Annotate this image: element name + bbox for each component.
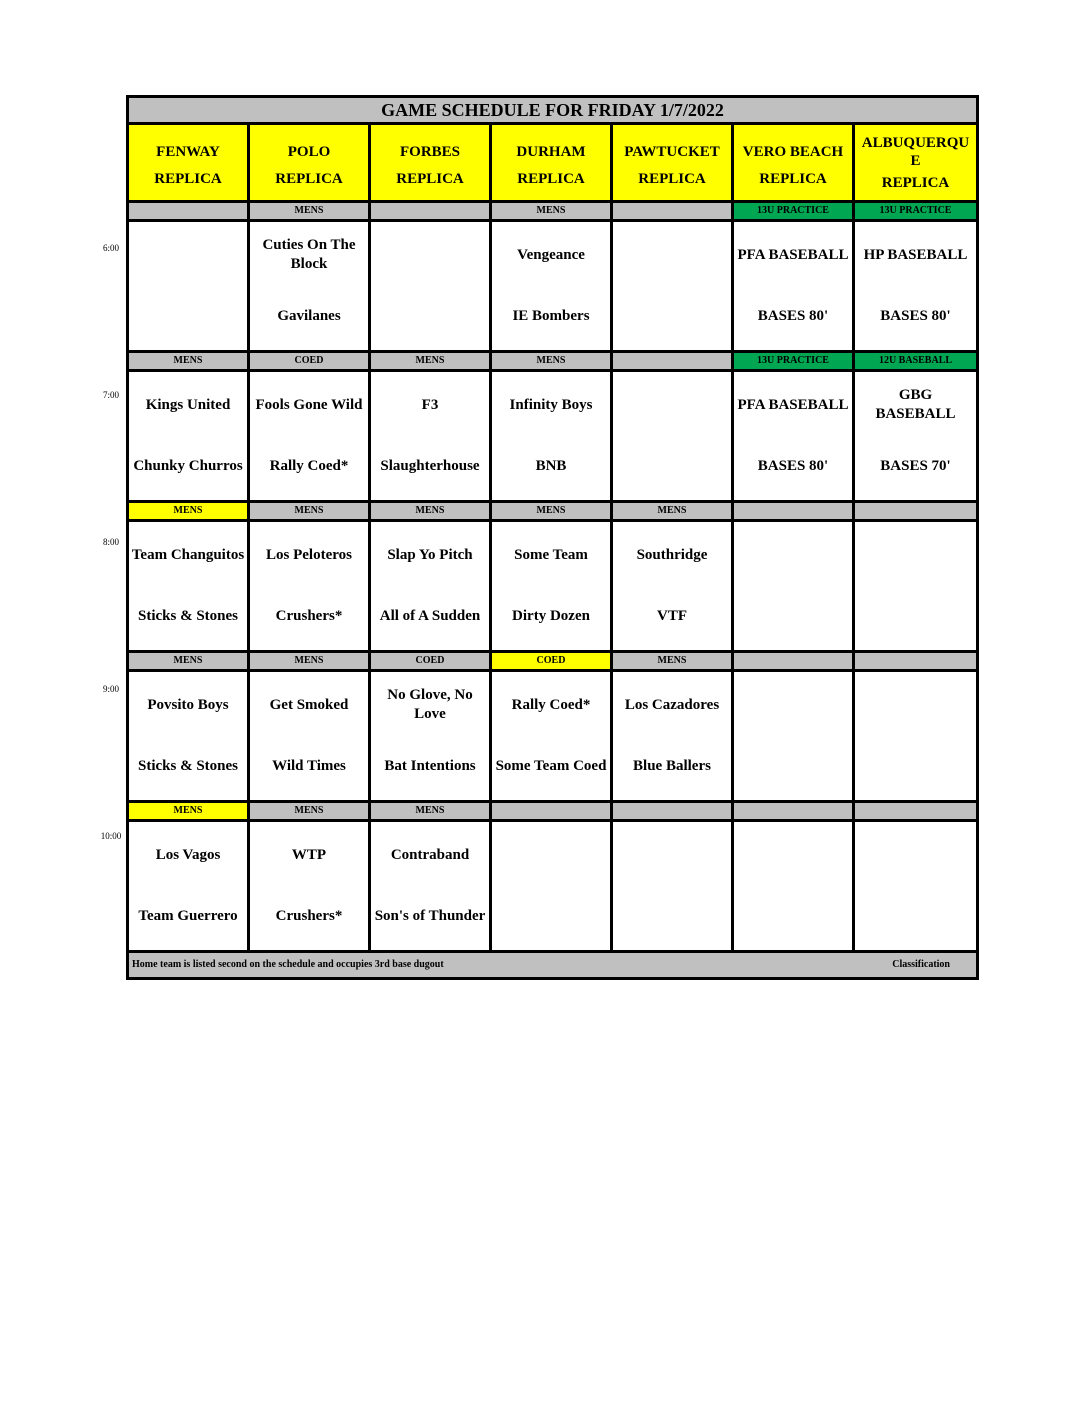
- home-team: Chunky Churros: [133, 458, 243, 474]
- away-team: PFA BASEBALL: [737, 246, 849, 263]
- home-team: BASES 80': [880, 308, 951, 324]
- game-cell: [492, 672, 613, 800]
- time-label: 7:00: [102, 390, 119, 400]
- away-team: No Glove, No Love: [387, 687, 473, 722]
- home-team-note: Home team is listed second on the schedule and occupies 3rd base dugout: [132, 959, 444, 970]
- away-team: Infinity Boys: [509, 396, 593, 413]
- game-cell: [371, 672, 492, 800]
- game-cell: [250, 222, 371, 350]
- classification-cell: [613, 203, 734, 219]
- away-team: HP BASEBALL: [863, 246, 968, 263]
- home-team: Son's of Thunder: [374, 908, 486, 924]
- time-label: 10:00: [100, 831, 122, 841]
- game-cell: [371, 522, 492, 650]
- away-team: [734, 685, 852, 725]
- game-cell: [371, 372, 492, 500]
- home-team: Slaughterhouse: [380, 458, 480, 474]
- away-team: Fools Gone Wild: [255, 396, 363, 413]
- classification-cell: 12U BASEBALL: [855, 353, 976, 369]
- away-team: [855, 535, 976, 575]
- game-cell: [492, 222, 613, 350]
- classification-cell: COED: [492, 653, 613, 669]
- classification-cell: MENS: [371, 503, 492, 519]
- classification-cell: [734, 503, 855, 519]
- time-label: 8:00: [102, 537, 119, 547]
- classification-cell: MENS: [129, 803, 250, 819]
- field-name: FENWAY: [156, 143, 220, 160]
- home-team: Sticks & Stones: [137, 758, 238, 774]
- home-team: Sticks & Stones: [137, 608, 238, 624]
- away-team: Southridge: [636, 546, 708, 563]
- field-type: REPLICA: [881, 174, 950, 191]
- game-cell: [371, 822, 492, 950]
- game-cell: [250, 522, 371, 650]
- game-row: [129, 222, 976, 353]
- away-team: [613, 235, 731, 275]
- field-header: [855, 125, 976, 200]
- classification-cell: [855, 653, 976, 669]
- home-team: IE Bombers: [512, 308, 590, 324]
- home-team: Bat Intentions: [384, 758, 476, 774]
- classification-cell: [492, 803, 613, 819]
- classification-cell: MENS: [371, 353, 492, 369]
- home-team: Rally Coed*: [269, 458, 349, 474]
- game-cell: [734, 672, 855, 800]
- home-team: Crushers*: [275, 908, 343, 924]
- game-cell: [855, 822, 976, 950]
- field-type: REPLICA: [396, 171, 464, 187]
- classification-cell: MENS: [613, 653, 734, 669]
- game-cell: [129, 822, 250, 950]
- home-team: All of A Sudden: [379, 608, 481, 624]
- home-team: BNB: [535, 458, 567, 474]
- game-cell: [855, 522, 976, 650]
- classification-cell: MENS: [492, 503, 613, 519]
- classification-cell: 13U PRACTICE: [734, 203, 855, 219]
- away-team: Los Vagos: [155, 846, 221, 863]
- home-team: BASES 80': [757, 458, 829, 474]
- game-row: [129, 822, 976, 953]
- classification-cell: COED: [371, 653, 492, 669]
- field-name: POLO: [287, 143, 331, 160]
- away-team: [613, 385, 731, 425]
- classification-cell: COED: [250, 353, 371, 369]
- home-team: BASES 80': [757, 308, 829, 324]
- away-team: Los Cazadores: [624, 696, 720, 713]
- field-header: [250, 125, 371, 200]
- away-team: Get Smoked: [269, 696, 349, 713]
- classification-cell: 13U PRACTICE: [734, 353, 855, 369]
- classification-cell: MENS: [371, 803, 492, 819]
- game-cell: [734, 522, 855, 650]
- away-team: [734, 835, 852, 875]
- away-team: Povsito Boys: [147, 696, 229, 713]
- classification-cell: [855, 803, 976, 819]
- field-type: REPLICA: [154, 171, 222, 187]
- field-header: [492, 125, 613, 200]
- game-cell: [613, 822, 734, 950]
- field-name: PAWTUCKET: [624, 143, 720, 160]
- home-team: Crushers*: [275, 608, 343, 624]
- home-team: Blue Ballers: [633, 758, 711, 774]
- classification-label: Classification: [892, 959, 950, 970]
- field-name: DURHAM: [516, 143, 586, 160]
- home-team: Dirty Dozen: [512, 608, 590, 624]
- away-team: Team Changuitos: [131, 546, 245, 563]
- classification-cell: [855, 503, 976, 519]
- classification-cell: 13U PRACTICE: [855, 203, 976, 219]
- time-label: 6:00: [102, 243, 119, 253]
- away-team: Slap Yo Pitch: [387, 546, 473, 563]
- game-cell: [371, 222, 492, 350]
- classification-cell: MENS: [250, 653, 371, 669]
- classification-cell: [613, 803, 734, 819]
- classification-row: [129, 353, 976, 372]
- game-row: [129, 372, 976, 503]
- away-team: Cuties On The Block: [262, 237, 356, 272]
- away-team: Some Team: [514, 546, 588, 563]
- classification-cell: MENS: [492, 353, 613, 369]
- game-row: [129, 672, 976, 803]
- classification-cell: MENS: [613, 503, 734, 519]
- classification-cell: [613, 353, 734, 369]
- away-team: [855, 835, 976, 875]
- away-team: [129, 235, 247, 275]
- field-name: FORBES: [399, 143, 460, 160]
- game-cell: [492, 822, 613, 950]
- game-cell: [613, 672, 734, 800]
- schedule-table: [126, 95, 979, 980]
- away-team: [613, 835, 731, 875]
- home-team: BASES 70': [880, 458, 951, 474]
- schedule-title: GAME SCHEDULE FOR FRIDAY 1/7/2022: [129, 98, 976, 125]
- game-cell: [129, 372, 250, 500]
- game-cell: [492, 522, 613, 650]
- game-cell: [734, 222, 855, 350]
- field-header: [613, 125, 734, 200]
- classification-cell: MENS: [129, 653, 250, 669]
- field-type: REPLICA: [275, 171, 343, 187]
- game-cell: [613, 522, 734, 650]
- away-team: GBG BASEBALL: [875, 387, 956, 422]
- game-cell: [250, 372, 371, 500]
- game-cell: [129, 672, 250, 800]
- field-header-row: [129, 125, 976, 203]
- game-cell: [855, 672, 976, 800]
- game-cell: [855, 372, 976, 500]
- classification-cell: [734, 803, 855, 819]
- away-team: Contraband: [390, 846, 470, 863]
- away-team: F3: [421, 396, 439, 413]
- field-header: [734, 125, 855, 200]
- game-cell: [250, 822, 371, 950]
- home-team: VTF: [657, 608, 687, 624]
- away-team: [734, 535, 852, 575]
- home-team: Wild Times: [272, 758, 346, 774]
- field-header: [371, 125, 492, 200]
- field-name: ALBUQUERQU E: [861, 134, 970, 169]
- home-team: Some Team Coed: [495, 758, 607, 774]
- field-header: [129, 125, 250, 200]
- home-team: Team Guerrero: [138, 908, 238, 924]
- field-type: REPLICA: [638, 171, 706, 187]
- away-team: Rally Coed*: [511, 696, 591, 713]
- classification-row: [129, 803, 976, 822]
- home-team: Gavilanes: [277, 308, 341, 324]
- game-cell: [855, 222, 976, 350]
- game-cell: [129, 222, 250, 350]
- classification-cell: MENS: [250, 803, 371, 819]
- game-cell: [129, 522, 250, 650]
- time-slots: [129, 203, 976, 953]
- game-cell: [734, 372, 855, 500]
- time-label: 9:00: [102, 684, 119, 694]
- away-team: [492, 835, 610, 875]
- classification-cell: [129, 203, 250, 219]
- classification-cell: MENS: [250, 503, 371, 519]
- game-cell: [613, 372, 734, 500]
- game-cell: [492, 372, 613, 500]
- classification-cell: [371, 203, 492, 219]
- classification-cell: MENS: [129, 503, 250, 519]
- classification-cell: MENS: [129, 353, 250, 369]
- away-team: [855, 685, 976, 725]
- away-team: WTP: [291, 846, 327, 863]
- away-team: Vengeance: [517, 246, 585, 263]
- classification-cell: [734, 653, 855, 669]
- classification-row: [129, 503, 976, 522]
- game-cell: [613, 222, 734, 350]
- classification-row: [129, 653, 976, 672]
- away-team: PFA BASEBALL: [737, 396, 849, 413]
- schedule-footer: [129, 953, 976, 977]
- away-team: Los Peloteros: [266, 546, 352, 563]
- field-type: REPLICA: [517, 171, 585, 187]
- classification-cell: MENS: [250, 203, 371, 219]
- classification-cell: MENS: [492, 203, 613, 219]
- game-row: [129, 522, 976, 653]
- classification-row: [129, 203, 976, 222]
- field-name: VERO BEACH: [742, 143, 844, 160]
- game-cell: [250, 672, 371, 800]
- away-team: [371, 235, 489, 275]
- away-team: Kings United: [145, 396, 231, 413]
- game-cell: [734, 822, 855, 950]
- field-type: REPLICA: [759, 171, 827, 187]
